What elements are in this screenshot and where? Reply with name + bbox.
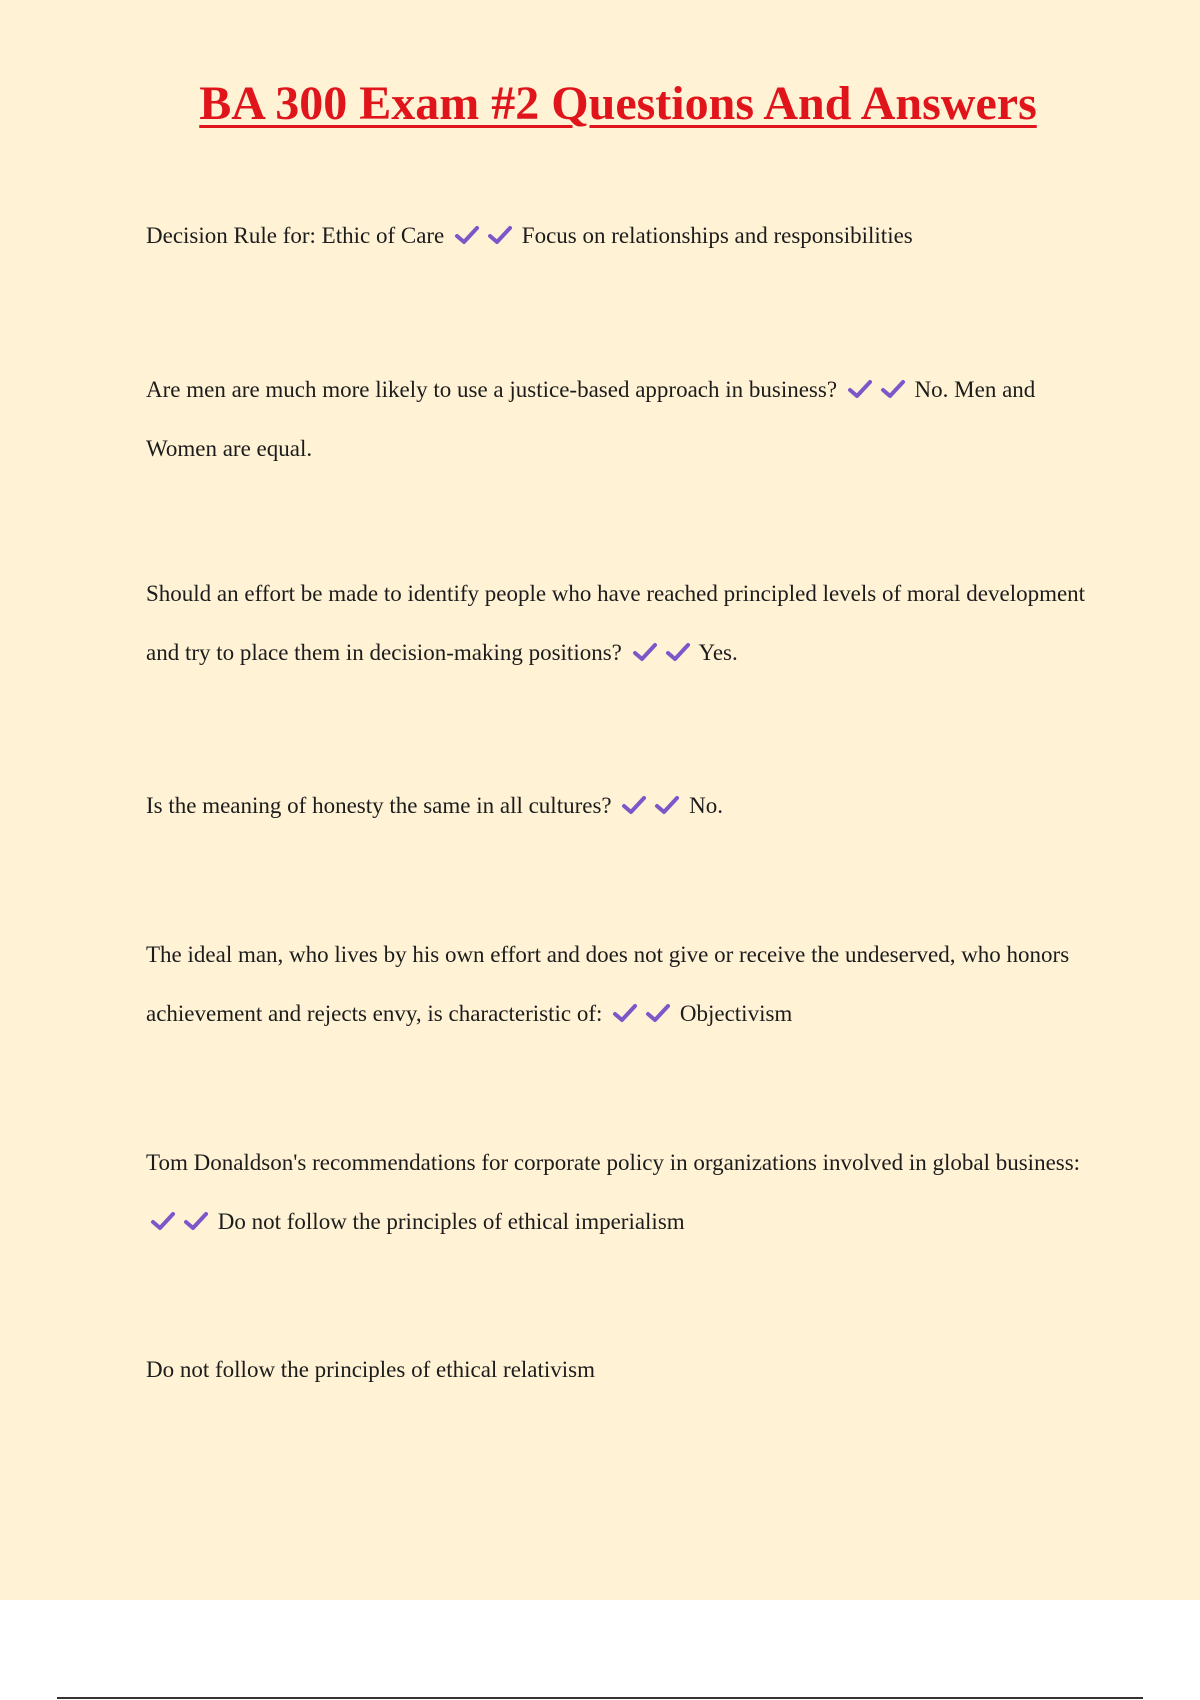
qa-item-6 [146, 1133, 1086, 1251]
question-text: Should an effort be made to identify people who have reached principled levels of moral development and try to place them in decision-making positions? [146, 581, 1086, 665]
answer-text: No. Men and Women are equal. [146, 377, 1036, 461]
page-title: BA 300 Exam #2 Questions And Answers [199, 77, 1037, 130]
check-icon [621, 794, 650, 816]
check-icon [847, 378, 876, 400]
question-text: Decision Rule for: Ethic of Care [146, 223, 445, 248]
question-text: Tom Donaldson's recommendations for corporate policy in organizations involved in global business: [146, 1150, 1081, 1175]
question-text: Is the meaning of honesty the same in all cultures? [146, 793, 612, 818]
check-icon [487, 224, 516, 246]
qa-item-2 [146, 360, 1086, 478]
answer-text: Do not follow the principles of ethical imperialism [217, 1209, 685, 1234]
answer-text: Objectivism [679, 1001, 793, 1026]
answer-text: Focus on relationships and responsibilities [521, 223, 913, 248]
qa-item-1 [146, 206, 1086, 265]
trailing-paragraph: Do not follow the principles of ethical relativism [146, 1357, 596, 1382]
footer-divider [57, 1697, 1143, 1699]
check-icon [612, 1002, 641, 1024]
check-icon [632, 641, 661, 663]
check-icon [150, 1210, 179, 1232]
qa-item-3 [146, 564, 1086, 682]
qa-item-4 [146, 776, 1086, 835]
check-icon [654, 794, 683, 816]
answer-text: Yes. [698, 640, 738, 665]
check-icon [645, 1002, 674, 1024]
check-icon [880, 378, 909, 400]
check-icon [183, 1210, 212, 1232]
check-icon [665, 641, 694, 663]
question-text: Are men are much more likely to use a justice-based approach in business? [146, 377, 838, 402]
question-text: The ideal man, who lives by his own effort and does not give or receive the undeserved, who honors achievement and rejects envy, is characteristic of: [146, 942, 1070, 1026]
answer-text: No. [689, 793, 723, 818]
check-icon [454, 224, 483, 246]
qa-item-5 [146, 925, 1086, 1043]
